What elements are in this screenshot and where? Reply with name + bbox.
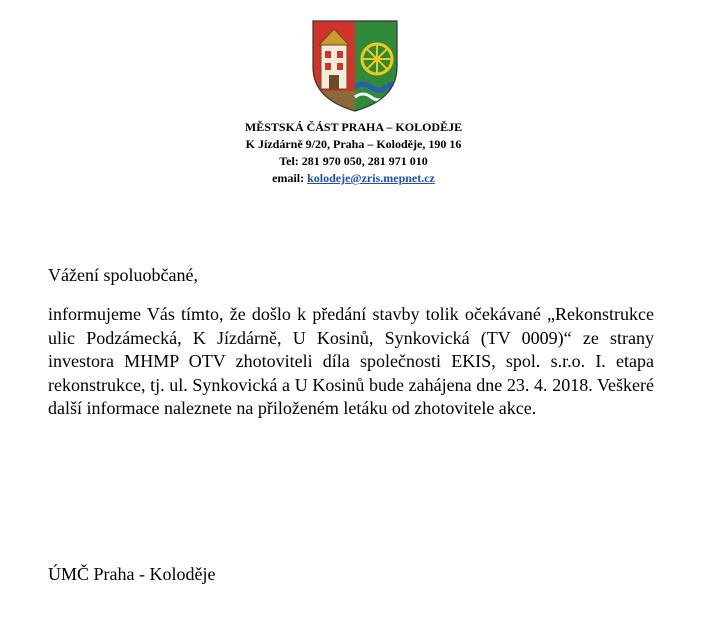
letter-signature: ÚMČ Praha - Koloděje [48, 564, 216, 584]
letter-greeting: Vážení spoluobčané, [48, 265, 198, 285]
coat-of-arms-icon [307, 17, 403, 113]
office-name: MĚSTSKÁ ČÁST PRAHA – KOLODĚJE [244, 120, 463, 134]
email-link[interactable]: kolodeje@zris.mepnet.cz [307, 171, 435, 185]
letter-body: informujeme Vás tímto, že došlo k předání stavby tolik očekávané „Rekonstrukce ulic Podzámecká, K Jízdárně, U Kosinů, Synkovická (TV 0009)“ ze strany investora MHMP OTV zhotoviteli díla společnosti EKIS, spol. s.r.o. I. etapa rekonstrukce, tj. ul. Synkovická a U Kosinů bude zahájena dne 23. 4. 2018. Veškeré další informace naleznete na přiloženém letáku od zhotovitele akce. [48, 304, 654, 418]
office-email-line [0, 170, 707, 187]
letterhead [0, 119, 707, 187]
email-label: email: [272, 171, 305, 185]
office-phone: Tel: 281 970 050, 281 971 010 [279, 154, 428, 168]
office-address: K Jízdárně 9/20, Praha – Koloděje, 190 16 [245, 137, 462, 151]
